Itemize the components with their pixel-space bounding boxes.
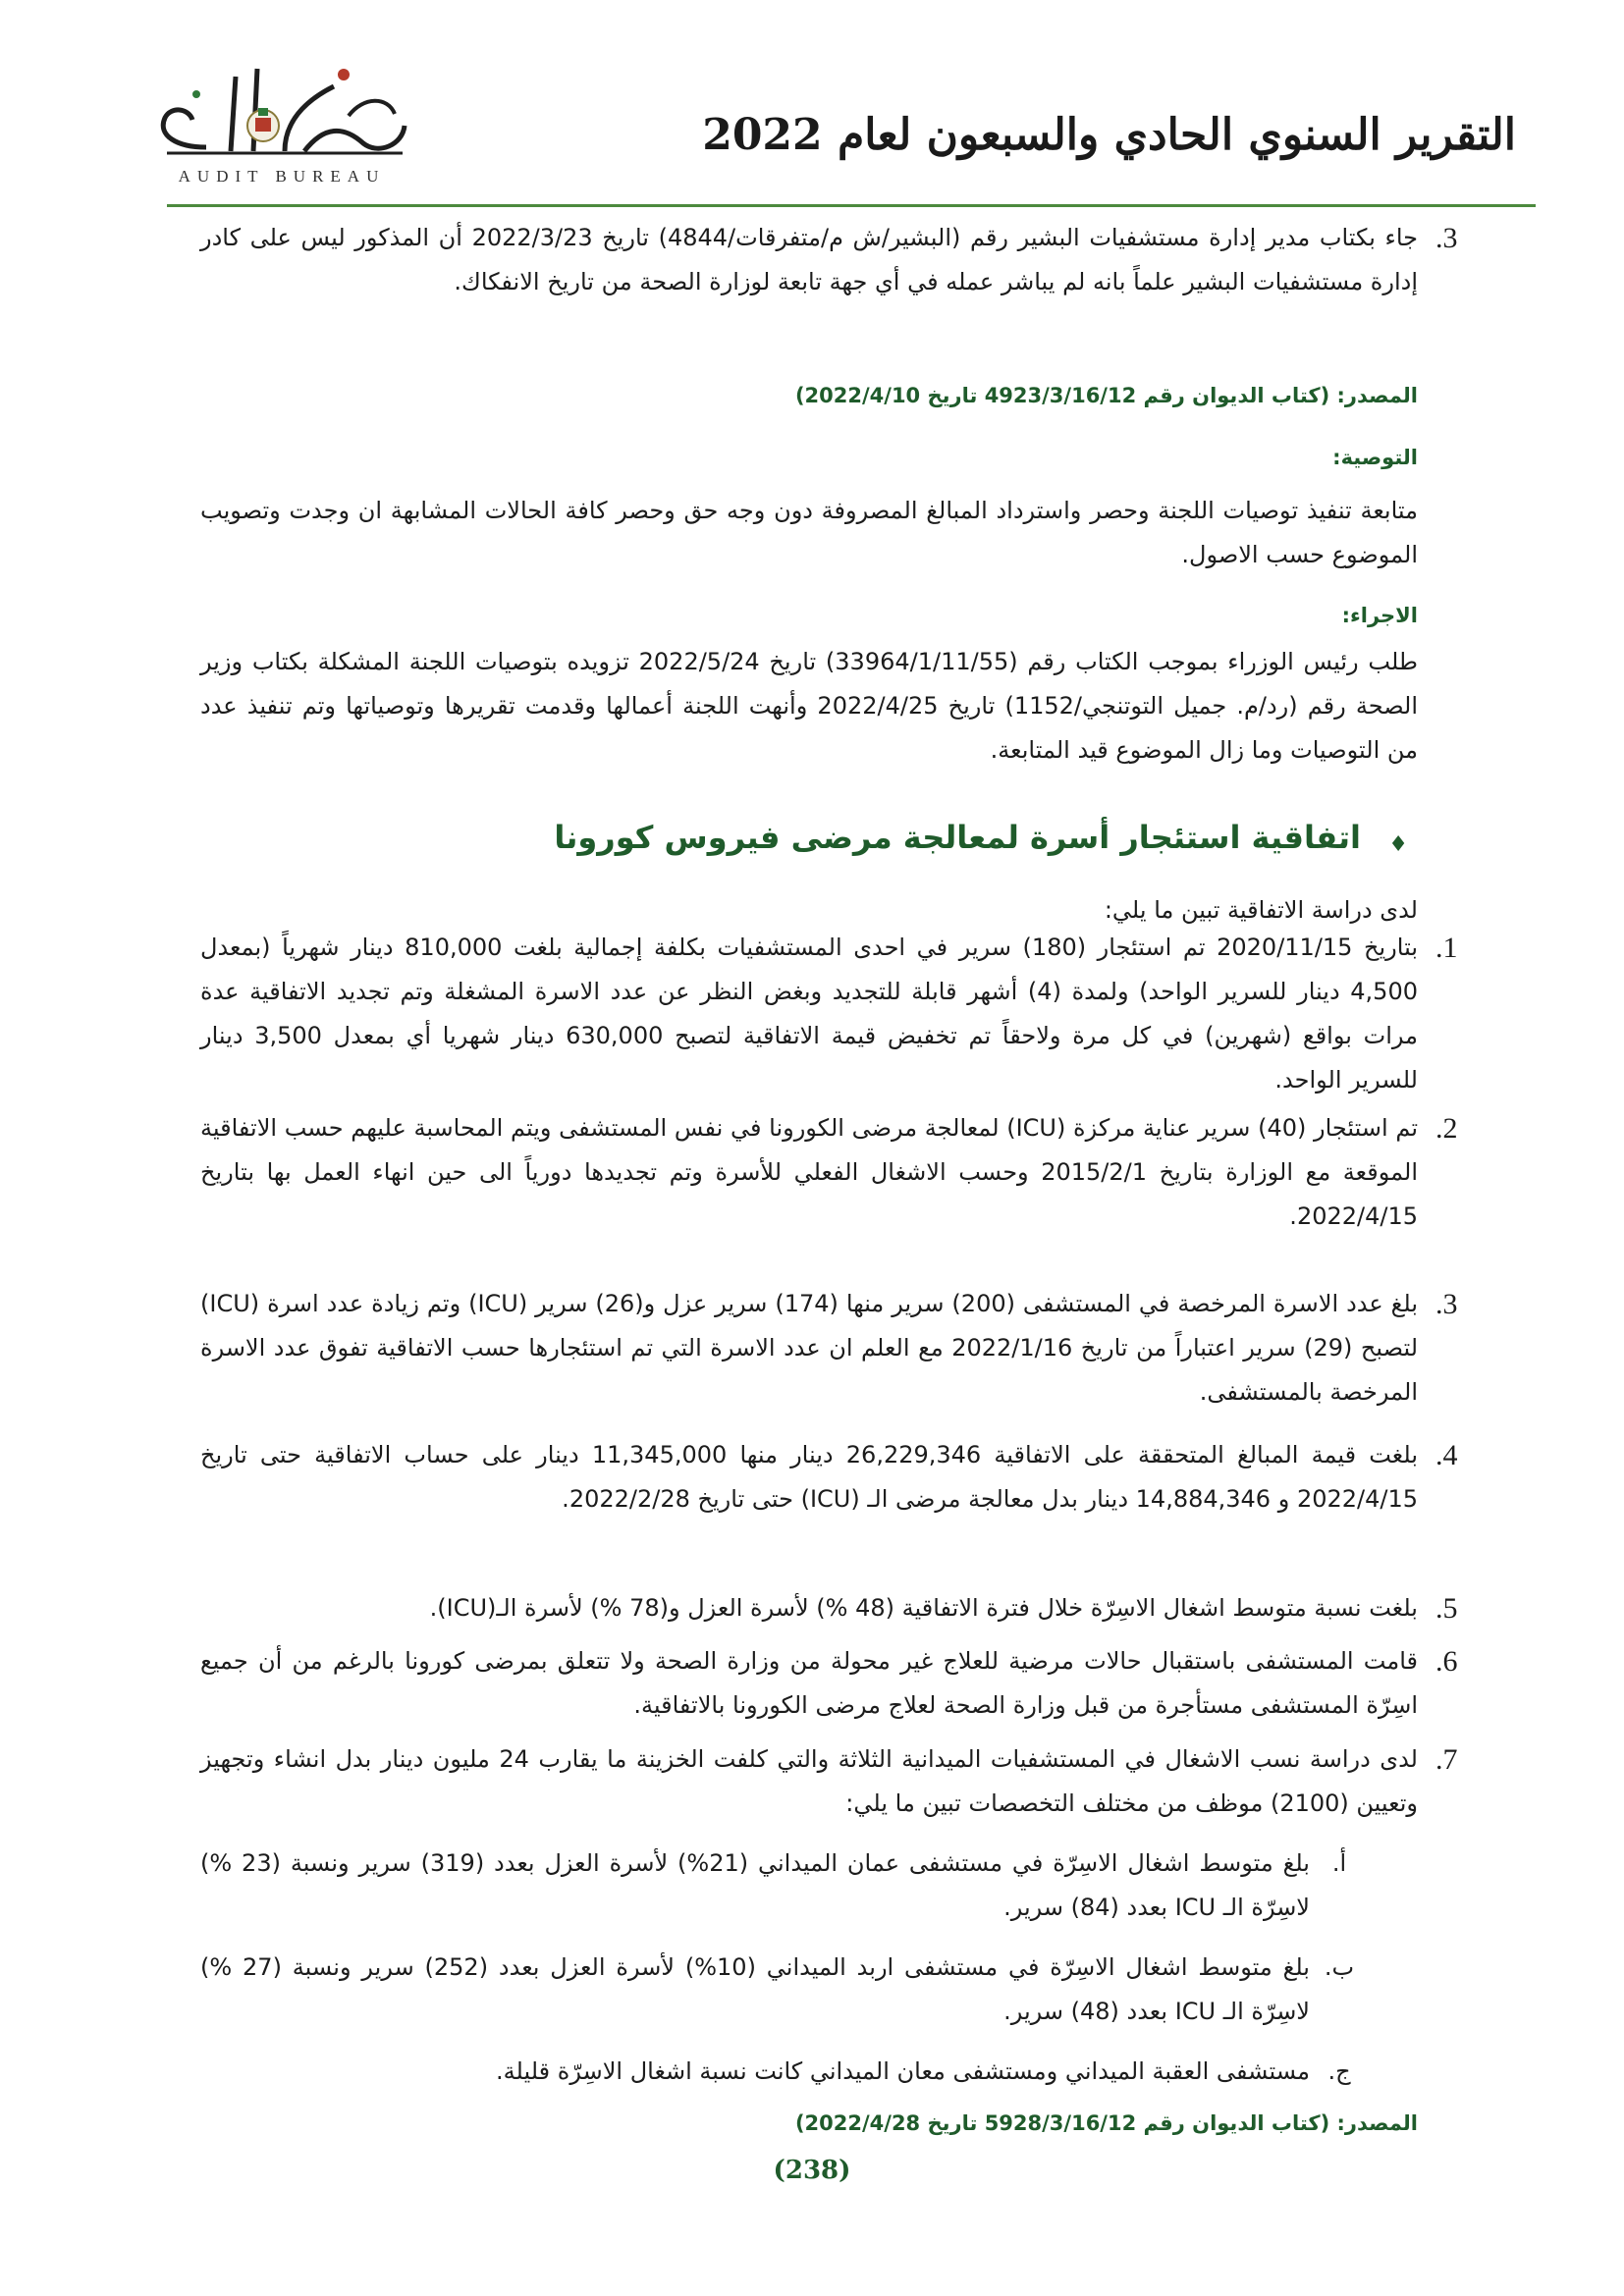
sub-item: مستشفى العقبة الميداني ومستشفى معان الميداني كانت نسبة اشغال الاسِرّة قليلة. [496,2057,1310,2085]
source-note-1: المصدر: (كتاب الديوان رقم 4923/3/16/12 تاريخ 2022/4/10) [794,384,1418,407]
action-text: طلب رئيس الوزراء بموجب الكتاب رقم (33964/1/11/55) تاريخ 2022/5/24 تزويده بتوصيات اللجنة المشكلة بكتاب وزير الصحة رقم (رد/م. جميل التوتنجي/1152) تاريخ 2022/4/25 وأنهت اللجنة أعمالها وقدمت تقريرها وتوصياتها وتم تنفيذ عدد من التوصيات وما زال الموضوع قيد المتابعة. [200,648,1419,764]
source-note-2: المصدر: (كتاب الديوان رقم 5928/3/16/12 تاريخ 2022/4/28) [794,2111,1418,2135]
action-label: الاجراء: [1341,604,1418,627]
section-heading: اتفاقية استئجار أسرة لمعالجة مرضى فيروس كورونا [554,819,1361,856]
list-item: لدى دراسة نسب الاشغال في المستشفيات الميدانية الثلاثة والتي كلفت الخزينة ما يقارب 24 مليون دينار بدل انشاء وتجهيز وتعيين (2100) موظف من مختلف التخصصات تبين ما يلي: [200,1745,1418,1817]
section-intro: لدى دراسة الاتفاقية تبين ما يلي: [1104,896,1418,924]
list-item: قامت المستشفى باستقبال حالات مرضية للعلاج غير محولة من وزارة الصحة ولا تتعلق بمرضى كورونا بالرغم من أن جميع اسِرّة المستشفى مستأجرة من قبل وزارة الصحة لعلاج مرضى الكورونا بالاتفاقية. [200,1647,1418,1719]
list-item: بلغت قيمة المبالغ المتحققة على الاتفاقية 26,229,346 دينار منها 11,345,000 دينار على حساب الاتفاقية حتى تاريخ 2022/4/15 و 14,884,346 دينار بدل معالجة مرضى الـ (ICU) حتى تاريخ 2022/2/28. [200,1441,1419,1513]
list-item-number: 3. [1435,1288,1458,1320]
list-item-number: 2. [1435,1112,1458,1145]
recommendation-text: متابعة تنفيذ توصيات اللجنة وحصر واسترداد المبالغ المصروفة دون وجه حق وحصر كافة الحالات المشابهة ان وجدت وتصويب الموضوع حسب الاصول. [200,497,1418,568]
sub-item-letter: ب. [1324,1953,1355,1981]
sub-item-letter: ج. [1327,2057,1351,2085]
list-item-number: 6. [1435,1645,1458,1678]
page-number: (238) [773,2156,851,2185]
logo-emblem-icon [137,57,422,165]
sub-item: بلغ متوسط اشغال الاسِرّة في مستشفى اربد الميداني (10%) لأسرة العزل بعدد (252) سرير ونسبة (27 %) لاسِرّة الـ ICU بعدد (48) سرير. [200,1953,1310,2025]
audit-bureau-logo [137,57,422,189]
list-item: بتاريخ 2020/11/15 تم استئجار (180) سرير في احدى المستشفيات بكلفة إجمالية بلغت 810,000 دينار شهرياً (بمعدل 4,500 دينار للسرير الواحد) ولمدة (4) أشهر قابلة للتجديد وبغض النظر عن عدد الاسرة المشغلة وتم تجديد الاتفاقية عدة مرات بواقع (شهرين) في كل مرة ولاحقاً تم تخفيض قيمة الاتفاقية لتصبح 630,000 دينار شهريا أي بمعدل 3,500 دينار للسرير الواحد. [200,934,1419,1094]
header-divider [167,204,1536,207]
list-item-number: 7. [1435,1743,1458,1776]
list-item-number: 4. [1435,1439,1458,1471]
list-item: بلغ عدد الاسرة المرخصة في المستشفى (200) سرير منها (174) سرير عزل و(26) سرير (ICU) وتم زيادة عدد اسرة (ICU) لتصبح (29) سرير اعتباراً من تاريخ 2022/1/16 مع العلم ان عدد الاسرة التي تم استئجارها حسب الاتفاقية تفوق عدد الاسرة المرخصة بالمستشفى. [200,1290,1419,1406]
list-item: بلغت نسبة متوسط اشغال الاسِرّة خلال فترة الاتفاقية (48 %) لأسرة العزل و(78 %) لأسرة الـ(ICU). [429,1594,1418,1622]
list-item-number: 5. [1435,1592,1458,1625]
section-bullet-icon: ♦ [1388,832,1408,857]
intro-item-number: 3. [1435,222,1458,254]
list-item: تم استئجار (40) سرير عناية مركزة (ICU) لمعالجة مرضى الكورونا في نفس المستشفى ويتم المحاسبة عليهم حسب الاتفاقية الموقعة مع الوزارة بتاريخ 2015/2/1 وحسب الاشغال الفعلي للأسرة وتم تجديدها دورياً الى حين انهاء العمل بها بتاريخ 2022/4/15. [200,1114,1419,1230]
recommendation-label: التوصية: [1332,446,1418,469]
report-title: التقرير السنوي الحادي والسبعون لعام 2022 [702,110,1516,160]
sub-item: بلغ متوسط اشغال الاسِرّة في مستشفى عمان الميداني (21%) لأسرة العزل بعدد (319) سرير ونسبة (23 %) لاسِرّة الـ ICU بعدد (84) سرير. [200,1849,1310,1921]
intro-item-text: جاء بكتاب مدير إدارة مستشفيات البشير رقم (البشير/ش م/متفرقات/4844) تاريخ 2022/3/23 أن المذكور ليس على كادر إدارة مستشفيات البشير علماً بانه لم يباشر عمله في أي جهة تابعة لوزارة الصحة من تاريخ الانفكاك. [200,224,1418,295]
list-item-number: 1. [1435,932,1458,964]
logo-subtitle: AUDIT BUREAU [178,167,386,186]
sub-item-letter: أ. [1331,1849,1347,1877]
